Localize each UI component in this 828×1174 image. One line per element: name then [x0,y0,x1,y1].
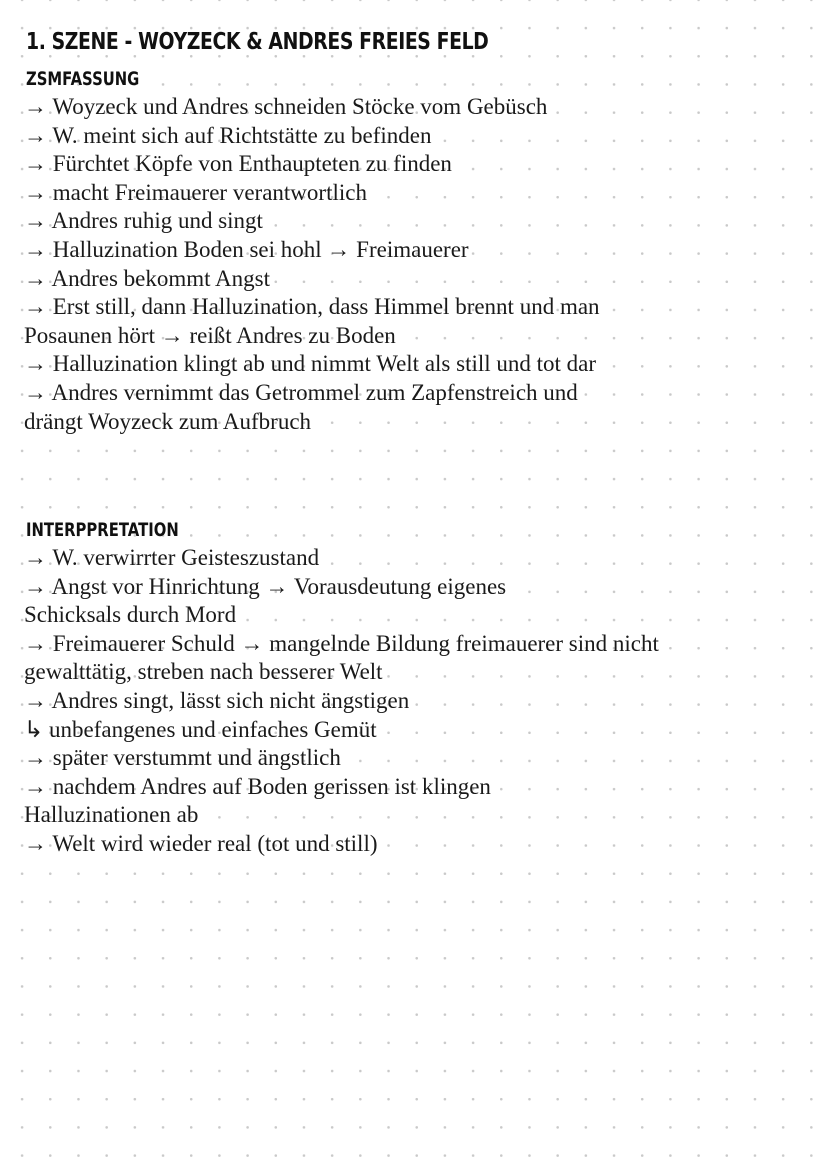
list-item: → Andres ruhig und singt [24,208,263,234]
list-item: → W. verwirrter Geisteszustand [24,545,320,570]
list-item: → Halluzination klingt ab und nimmt Welt als still und tot dar [24,351,597,377]
list-item: → Angst vor Hinrichtung → Vorausdeutung eigenes Schicksals durch Mord [24,573,507,628]
scene-title: 1. SZENE - WOYZECK & ANDRES FREIES FELD [26,29,489,55]
list-item: → Freimauerer Schuld → mangelnde Bildung freimauerer sind nicht gewalttätig, streben nach besserer Welt [24,630,659,685]
list-item: ↳ unbefangenes und einfaches Gemüt [24,716,377,742]
list-item: → Erst still, dann Halluzination, dass Himmel brennt und man Posaunen hört → reißt Andres zu Boden [24,294,600,348]
list-item: → Andres vernimmt das Getrommel zum Zapfenstreich und drängt Woyzeck zum Aufbruch [24,379,578,434]
list-item: → Andres singt, lässt sich nicht ängstigen [24,687,410,713]
list-item: → später verstummt und ängstlich [24,745,341,771]
list-item: → nachdem Andres auf Boden gerissen ist klingen Halluzinationen ab [24,773,491,828]
list-item: → Fürchtet Köpfe von Enthaupteten zu finden [24,151,452,177]
summary-heading: ZSMFASSUNG [26,68,140,90]
summary-list [24,93,664,436]
interpretation-list [24,544,664,859]
interpretation-heading: INTERPPRETATION [26,519,179,541]
list-item: → Halluzination Boden sei hohl → Freimauerer [24,236,469,262]
list-item: → Andres bekommt Angst [24,265,270,291]
list-item: → macht Freimauerer verantwortlich [24,179,367,205]
list-item: → Welt wird wieder real (tot und still) [24,830,378,856]
list-item: → Woyzeck und Andres schneiden Stöcke vom Gebüsch [24,94,548,119]
list-item: → W. meint sich auf Richtstätte zu befinden [24,122,432,148]
